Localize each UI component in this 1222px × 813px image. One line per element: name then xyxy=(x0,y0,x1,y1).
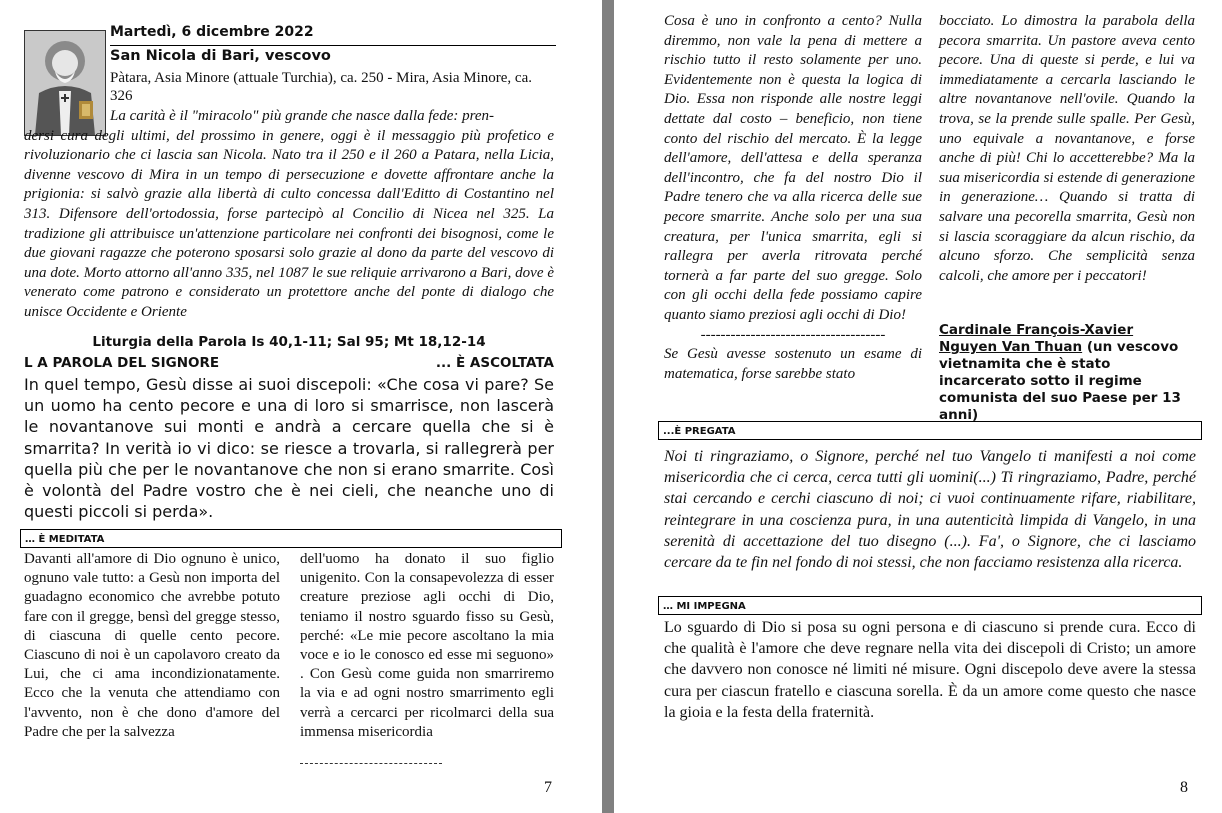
reflection-col1-text: Cosa è uno in confronto a cento? Nulla diremmo, non vale la pena di mettere a rischio tutto il resto solamente per uno. Evidentemente non è questa la logica di Dio. Essa non risponde alle nostre leggi dettate dal costo – beneficio, non tiene conto del rischio del mercato. È la legge dell'amore, dell'attesa e della speranza dell'incontro, che fa del nostro Dio il Padre tenero che va alla ricerca delle sue pecore smarrite. Anche solo per una sua creatura, per l'unica smarrita, egli si rallegra per averla ritrovata perché tornerà a far parte del suo gregge. Solo con gli occhi della fede possiamo capire quanto siamo preziosi agli occhi di Dio! xyxy=(664,13,922,323)
liturgy-reference: Liturgia della Parola Is 40,1-11; Sal 95; Mt 18,12-14 xyxy=(92,334,486,350)
intro-body: dersi cura degli ultimi, del prossimo in genere, oggi è il messaggio più profetico e rivoluzionario che ci lascia san Nicola. Nato tra il 250 e il 260 a Patara, nella Licia, divenne vescovo di Mira in un tempo di persecuzione e dovette affrontare anche la prigionia: si salvò grazie alla libertà di culto concessa dall'Editto di Costantino nel 313. Difensore dell'ortodossia, forse partecipò al Concilio di Nicea nel 325. La tradizione gli attribuisce un'attenzione particolare nei confronti dei bisognosi, come le due giovani ragazze che poterono sposarsi solo grazie al dono da parte del vescovo di una dote. Morto attorno all'anno 335, nel 1087 le sue reliquie arrivarono a Bari, dove è venerato come patrono e considerato un protettore anche del ponte di dialogo che unisce Occidente e Oriente xyxy=(24,127,554,320)
meditata-column-2: dell'uomo ha donato il suo figlio unigenito. Con la consapevolezza di esser creature preziose agli occhi di Dio, teniamo il nostro sguardo fisso su Gesù, perché: «Le mie pecore ascoltano la mia voce e io le conosco ed esse mi seguono» . Con Gesù come guida non smarriremo la via e ad ogni nostro smarrimento egli verrà a cercarci per ricolmarci della sua immensa misericordia xyxy=(300,551,554,740)
author-name: Cardinale François-Xavier Nguyen Van Thuan xyxy=(939,322,1134,355)
commitment-text: Lo sguardo di Dio si posa su ogni persona e di ciascuno si prende cura. Ecco di che qualità è l'amore che deve regnare nella vita dei discepoli di Cristo; un amore che davvero non conosce né limiti né misure. Ogni discepolo deve avere la stessa cura per ciascun fratello e ciascuna sorella. È da un amore come questo che nasce la gioia e la festa della fraternità. xyxy=(664,619,1196,721)
left-page xyxy=(0,0,602,813)
section-header-pregata: ...È PREGATA xyxy=(658,421,1202,440)
parola-heading-right: ... È ASCOLTATA xyxy=(435,355,554,371)
reflection-separator: ------------------------------------- xyxy=(700,326,886,343)
author-note: (un vescovo vietnamita che è stato incarcerato sotto il regime comunista del suo Paese per 13 anni) xyxy=(939,339,1181,423)
saint-place: Pàtara, Asia Minore (attuale Turchia), ca. 250 - Mira, Asia Minore, ca. 326 xyxy=(110,70,532,104)
saint-intro xyxy=(24,107,554,323)
section-header-impegna: … MI IMPEGNA xyxy=(658,596,1202,615)
reflection-col1-text2: Se Gesù avesse sostenuto un esame di matematica, forse sarebbe stato xyxy=(664,346,922,382)
right-page xyxy=(614,0,1222,813)
date-heading: Martedì, 6 dicembre 2022 xyxy=(110,24,314,40)
page-gutter xyxy=(602,0,614,813)
quote-author xyxy=(939,322,1195,424)
saint-name: San Nicola di Bari, vescovo xyxy=(110,48,331,64)
dashed-divider xyxy=(300,763,442,764)
page-number-left: 7 xyxy=(544,779,552,796)
meditata-column-1: Davanti all'amore di Dio ognuno è unico, ognuno vale tutto: a Gesù non importa del guadagno economico che avrebbe potuto fare con il gregge, bensì del gregge stesso, di ciascuna di quelle cento pecore. Ciascuno di noi è un capolavoro creato da Lui, che ci ama incondizionatamente. Ecco che la venuta che attendiamo con l'avvento, non è che dono d'amore del Padre che per la salvezza xyxy=(24,551,280,740)
parola-heading xyxy=(24,355,554,371)
prayer-text: Noi ti ringraziamo, o Signore, perché nel tuo Vangelo ti manifesti a noi come misericordia che ci cerca, cerca tutti gli uomini(...) Ti ringraziamo, Padre, perché stai cercando e cerchi ciascuno di noi; ci vuoi continuamente rifare, riabilitare, reintegrare in una coscienza pura, in una autenticità limpida di Vangelo, in una serenità di accettazione del tuo disegno (...). Fa', o Signore, che ci lasciamo cercare da te fin nel fondo di noi stessi, che non facciamo resistenza alla ricerca. xyxy=(664,448,1196,572)
parola-heading-left: L A PAROLA DEL SIGNORE xyxy=(24,355,220,371)
intro-first-line: La carità è il "miracolo" più grande che nasce dalla fede: pren- xyxy=(110,108,495,124)
reflection-column-1 xyxy=(664,12,922,384)
page-number-right: 8 xyxy=(1180,779,1188,796)
section-header-meditata: … È MEDITATA xyxy=(20,529,562,548)
date-divider xyxy=(110,45,556,46)
gospel-text: In quel tempo, Gesù disse ai suoi discepoli: «Che cosa vi pare? Se un uomo ha cento pecore e una di loro si smarrisce, non lascerà le novantanove sui monti e andrà a cercare quella che si è smarrita? In verità io vi dico: se riesce a trovarla, si rallegrerà per quella più che per le novantanove che non si erano smarrite. Così è volontà del Padre vostro che è nei cieli, che neanche uno di questi piccoli si perda». xyxy=(24,375,554,522)
reflection-column-2: bocciato. Lo dimostra la parabola della pecora smarrita. Un pastore aveva cento pecore. Una di queste si perde, e lui va immediatamente a cercarla lasciando le altre novantanove nell'ovile. Quando la trova, se la prende sulle spalle. Per Gesù, uno equivale a novantanove, e forse anche di più! Chi lo accetterebbe? Ma la sua misericordia si estende di generazione in generazione… Quando si tratta di salvare una pecorella smarrita, Gesù non si lascia scoraggiare da alcun rischio, da alcuno sforzo. Che semplicità senza calcoli, che amore per i peccatori! xyxy=(939,13,1195,284)
